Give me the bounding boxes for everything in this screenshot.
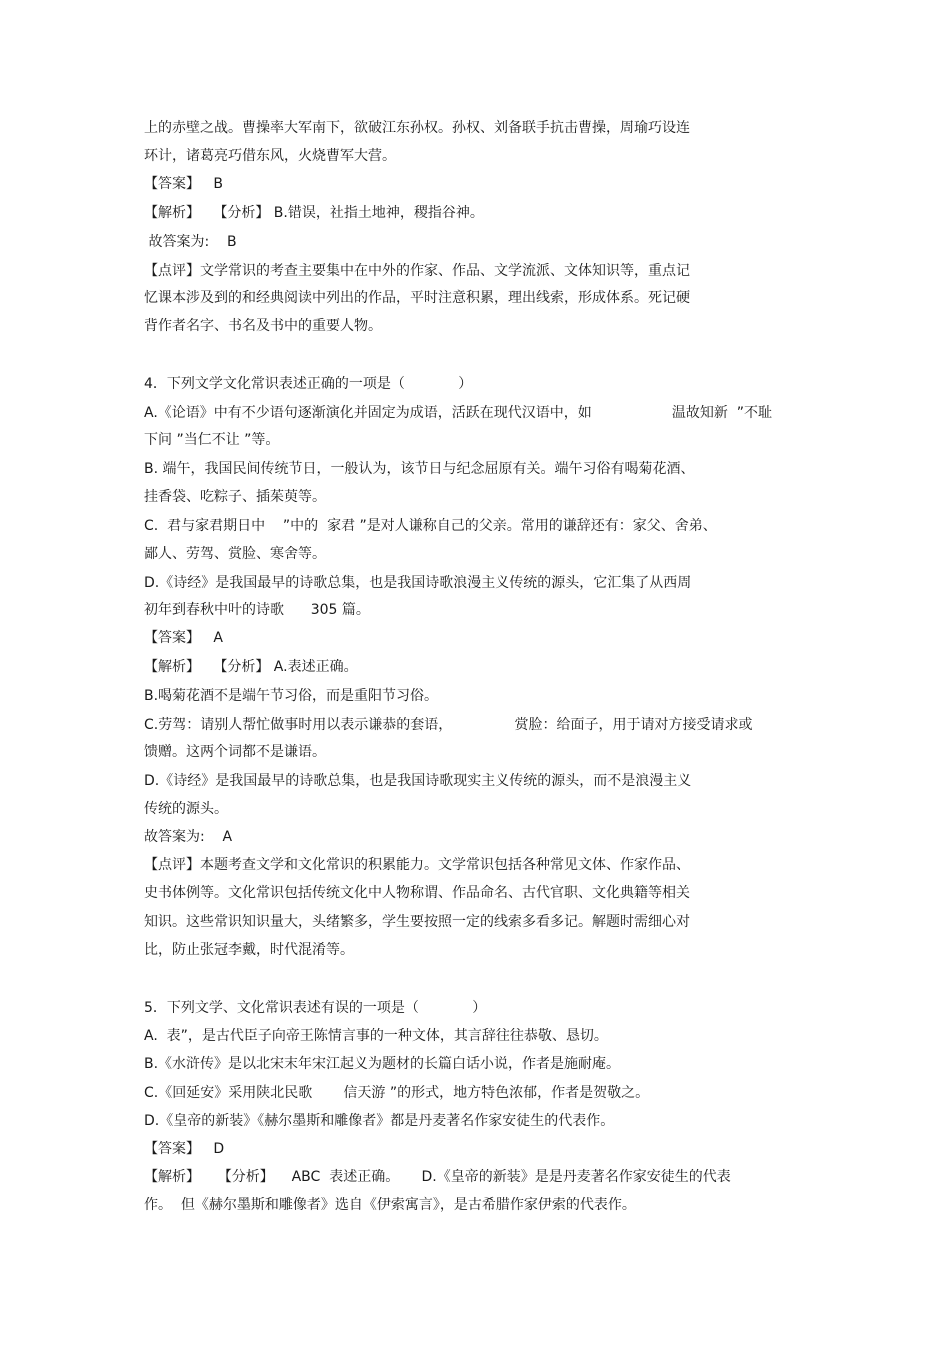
q4-option-a: A.《论语》中有不少语句逐渐演化并固定为成语，活跃在现代汉语中，如 温故知新 ”不耻 (144, 405, 773, 421)
q4-comment: 【点评】本题考查文学和文化常识的积累能力。文学常识包括各种常见文体、作家作品、 (144, 857, 690, 873)
q4-conclusion: 故答案为: A (144, 829, 233, 845)
q4-option-b-cont: 挂香袋、吃粽子、插茱萸等。 (144, 489, 326, 505)
context-line: 环计，诸葛亮巧借东风，火烧曹军大营。 (144, 148, 396, 164)
q4-option-d-cont: 初年到春秋中叶的诗歌 305 篇。 (144, 602, 370, 618)
q4-comment: 史书体例等。文化常识包括传统文化中人物称谓、作品命名、古代官职、文化典籍等相关 (144, 885, 690, 901)
q4-option-b: B. 端午，我国民间传统节日，一般认为，该节日与纪念屈原有关。端午习俗有喝菊花酒、 (144, 461, 695, 477)
comment-line: 背作者名字、书名及书中的重要人物。 (144, 318, 382, 334)
comment-line: 【点评】文学常识的考查主要集中在中外的作家、作品、文学流派、文体知识等，重点记 (144, 263, 690, 279)
context-line: 上的赤壁之战。曹操率大军南下，欲破江东孙权。孙权、刘备联手抗击曹操，周瑜巧设连 (144, 120, 690, 136)
question-4-stem: 4．下列文学文化常识表述正确的一项是（ ） (144, 376, 473, 392)
q5-answer: 【答案】 D (144, 1141, 225, 1157)
q4-comment: 知识。这些常识知识量大，头绪繁多，学生要按照一定的线索多看多记。解题时需细心对 (144, 914, 690, 930)
q4-analysis: C.劳驾：请别人帮忙做事时用以表示谦恭的套语， 赏脸：给面子，用于请对方接受请求或 (144, 717, 753, 733)
q4-comment: 比，防止张冠李戴，时代混淆等。 (144, 942, 354, 958)
q4-analysis: 传统的源头。 (144, 801, 228, 817)
analysis-line: 【解析】 【分析】 B.错误，社指土地神，稷指谷神。 (144, 205, 484, 221)
q4-option-d: D.《诗经》是我国最早的诗歌总集，也是我国诗歌浪漫主义传统的源头，它汇集了从西周 (144, 575, 692, 591)
q4-option-c-cont: 鄙人、劳驾、赏脸、寒舍等。 (144, 546, 326, 562)
q4-option-c: C. 君与家君期日中 ”中的 家君 ”是对人谦称自己的父亲。常用的谦辞还有：家父、舍弟、 (144, 518, 717, 534)
q5-option-c: C.《回延安》采用陕北民歌 信天游 ”的形式，地方特色浓郁，作者是贺敬之。 (144, 1085, 650, 1101)
q5-option-a: A. 表”，是古代臣子向帝王陈情言事的一种文体，其言辞往往恭敬、恳切。 (144, 1028, 608, 1044)
comment-line: 忆课本涉及到的和经典阅读中列出的作品，平时注意积累，理出线索，形成体系。死记硬 (144, 290, 690, 306)
q4-answer: 【答案】 A (144, 630, 223, 646)
q5-option-d: D.《皇帝的新装》《赫尔墨斯和雕像者》都是丹麦著名作家安徒生的代表作。 (144, 1113, 615, 1129)
q4-analysis: 馈赠。这两个词都不是谦语。 (144, 744, 326, 760)
question-5-stem: 5．下列文学、文化常识表述有误的一项是（ ） (144, 1000, 487, 1016)
q4-analysis: 【解析】 【分析】 A.表述正确。 (144, 659, 358, 675)
q5-analysis: 【解析】 【分析】 ABC 表述正确。 D.《皇帝的新装》是是丹麦著名作家安徒生的代表 (144, 1169, 731, 1185)
q4-option-a-cont: 下问 ”当仁不让 ”等。 (144, 432, 280, 448)
q5-analysis: 作。 但《赫尔墨斯和雕像者》选自《伊索寓言》，是古希腊作家伊索的代表作。 (144, 1197, 636, 1213)
conclusion-line: 故答案为: B (144, 234, 237, 250)
q4-analysis: B.喝菊花酒不是端午节习俗，而是重阳节习俗。 (144, 688, 439, 704)
answer-line: 【答案】 B (144, 176, 223, 192)
q5-option-b: B.《水浒传》是以北宋末年宋江起义为题材的长篇白话小说，作者是施耐庵。 (144, 1056, 621, 1072)
q4-analysis: D.《诗经》是我国最早的诗歌总集，也是我国诗歌现实主义传统的源头，而不是浪漫主义 (144, 773, 692, 789)
